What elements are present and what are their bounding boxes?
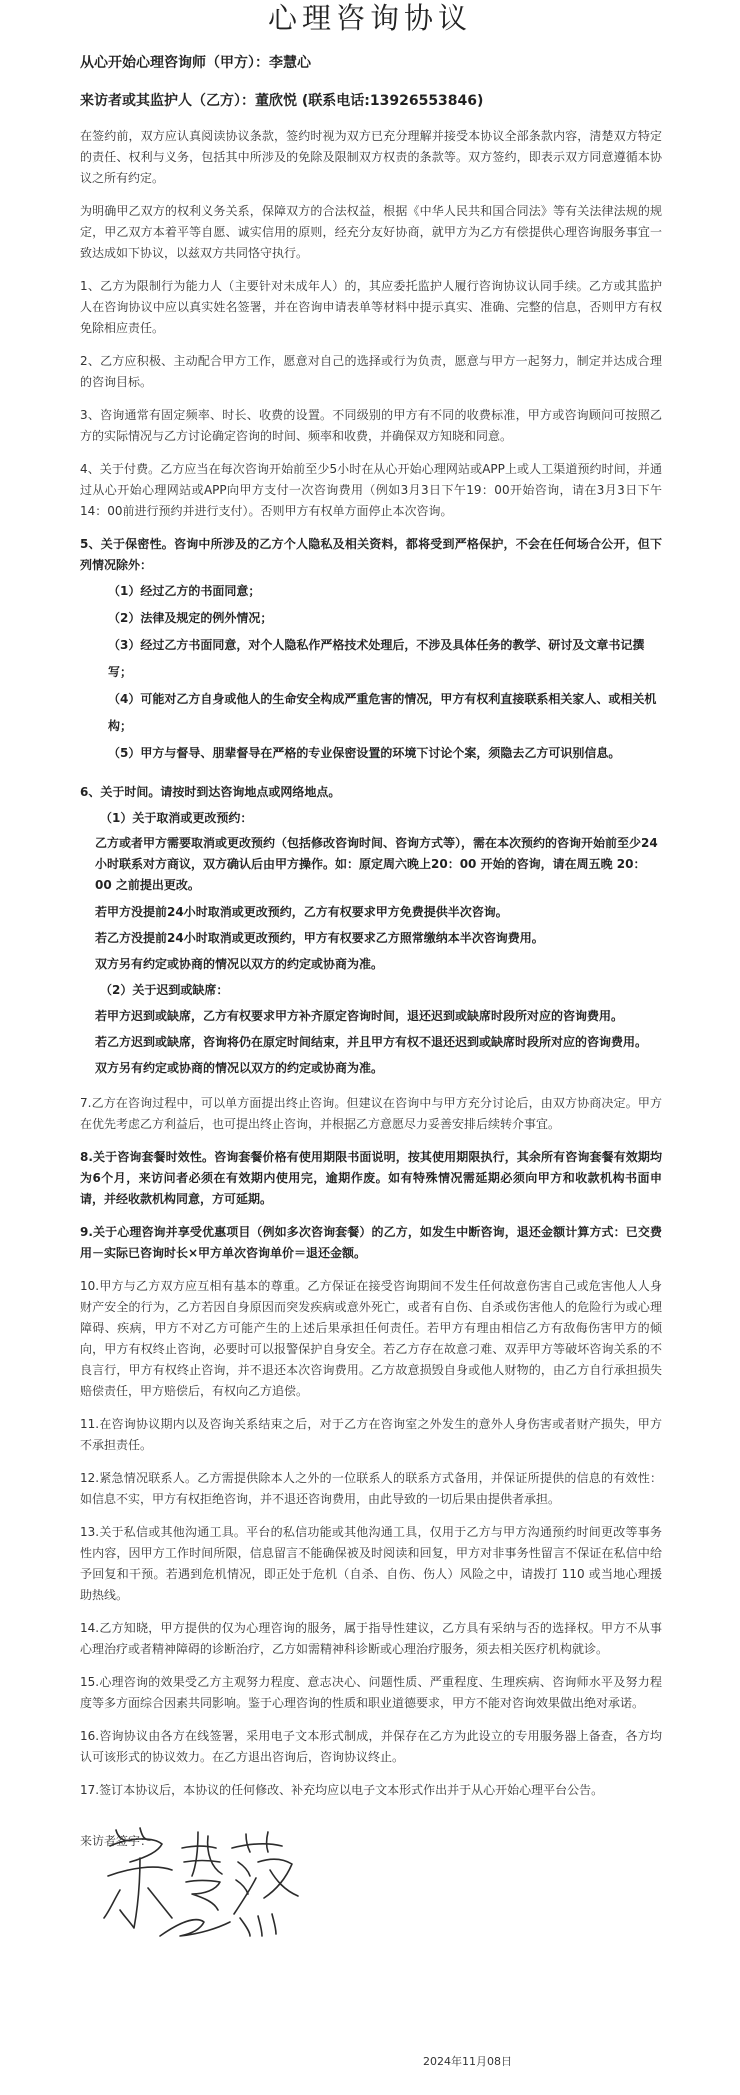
clause-17: 17.签订本协议后，本协议的任何修改、补充均应以电子文本形式作出并于从心开始心理平台公告。 (80, 1783, 604, 1797)
party-a: 从心开始心理咨询师（甲方）：李慧心 (80, 55, 311, 71)
clause-6-2-line: 若乙方迟到或缺席，咨询将仍在原定时间结束，并且甲方有权不退还迟到或缺席时段所对应的咨询费用。 (95, 1035, 648, 1049)
clause-6: 6、关于时间。请按时到达咨询地点或网络地点。 (80, 785, 341, 799)
signature-label: 来访者签字： (80, 1834, 153, 1848)
clause-13: 13.关于私信或其他沟通工具。平台的私信功能或其他沟通工具，仅用于乙方与甲方沟通预约时间更改等事务性内容，因甲方工作时间所限，信息留言不能确保被及时阅读和回复，甲方对非事务性留言不保证在私信中给予回复和干预。若遇到危机情况，即正处于危机（自杀、自伤、伤人）风险之中，请拨打 110 或当地心理援助热线。 (80, 1525, 662, 1602)
clause-5-item: （3）经过乙方书面同意，对个人隐私作严格技术处理后，不涉及具体任务的教学、研讨及文章书记撰写； (108, 638, 645, 679)
clause-6-2-line: 若甲方迟到或缺席，乙方有权要求甲方补齐原定咨询时间，退还迟到或缺席时段所对应的咨询费用。 (95, 1009, 624, 1023)
clause-5-item: （2）法律及规定的例外情况； (108, 611, 273, 625)
clause-3: 3、咨询通常有固定频率、时长、收费的设置。不同级别的甲方有不同的收费标准，甲方或咨询顾问可按照乙方的实际情况与乙方讨论确定咨询的时间、频率和收费，并确保双方知晓和同意。 (80, 408, 662, 443)
clause-5: 5、关于保密性。咨询中所涉及的乙方个人隐私及相关资料，都将受到严格保护，不会在任何场合公开，但下列情况除外： (80, 537, 662, 572)
signature-date: 2024年11月08日 (423, 2055, 512, 2068)
clause-6-1-text: 乙方或者甲方需要取消或更改预约（包括修改咨询时间、咨询方式等），需在本次预约的咨询开始前至少24小时联系对方商议，双方确认后由甲方操作。如：原定周六晚上20：00 开始的咨询，请在周五晚 20：00 之前提出更改。 (95, 836, 658, 892)
clause-6-1-line: 若乙方没提前24小时取消或更改预约，甲方有权要求乙方照常缴纳本半次咨询费用。 (95, 931, 544, 945)
intro-paragraph-1: 在签约前，双方应认真阅读协议条款，签约时视为双方已充分理解并接受本协议全部条款内容，清楚双方特定的责任、权利与义务，包括其中所涉及的免除及限制双方权责的条款等。双方签约，即表示双方同意遵循本协议之所有约定。 (80, 129, 662, 185)
clause-5-item: （1）经过乙方的书面同意； (108, 584, 261, 598)
clause-14: 14.乙方知晓，甲方提供的仅为心理咨询的服务，属于指导性建议，乙方具有采纳与否的选择权。甲方不从事心理治疗或者精神障碍的诊断治疗，乙方如需精神科诊断或心理治疗服务，须去相关医疗机构就诊。 (80, 1621, 662, 1656)
clause-9: 9.关于心理咨询并享受优惠项目（例如多次咨询套餐）的乙方，如发生中断咨询，退还金额计算方式：已交费用－实际已咨询时长×甲方单次咨询单价＝退还金额。 (80, 1225, 662, 1260)
agreement-body (80, 52, 662, 1852)
clause-8: 8.关于咨询套餐时效性。咨询套餐价格有使用期限书面说明，按其使用期限执行，其余所有咨询套餐有效期均为6个月，来访问者必须在有效期内使用完，逾期作废。如有特殊情况需延期必须向甲方和收款机构书面申请，并经收款机构同意，方可延期。 (80, 1150, 662, 1206)
clause-6-1-heading: （1）关于取消或更改预约： (100, 811, 253, 825)
clause-10: 10.甲方与乙方双方应互相有基本的尊重。乙方保证在接受咨询期间不发生任何故意伤害自己或危害他人人身财产安全的行为，乙方若因自身原因而突发疾病或意外死亡，或者有自伤、自杀或伤害他人的危险行为或心理障碍、疾病，甲方不对乙方可能产生的上述后果承担任何责任。若甲方有理由相信乙方有敌侮伤害甲方的倾向，甲方有权终止咨询，必要时可以报警保护自身安全。若乙方存在故意刁难、双弄甲方等破坏咨询关系的不良言行，甲方有权终止咨询，并不退还本次咨询费用。乙方故意损毁自身或他人财物的，由乙方自行承担损失赔偿责任，甲方赔偿后，有权向乙方追偿。 (80, 1279, 662, 1398)
clause-6-group (80, 779, 662, 1081)
clause-6-1-line: 双方另有约定或协商的情况以双方的约定或协商为准。 (95, 957, 384, 971)
clause-12: 12.紧急情况联系人。乙方需提供除本人之外的一位联系人的联系方式备用，并保证所提供的信息的有效性：如信息不实，甲方有权拒绝咨询，并不退还咨询费用，由此导致的一切后果由提供者承担。 (80, 1471, 662, 1506)
clause-15: 15.心理咨询的效果受乙方主观努力程度、意志决心、问题性质、严重程度、生理疾病、咨询师水平及努力程度等多方面综合因素共同影响。鉴于心理咨询的性质和职业道德要求，甲方不能对咨询效果做出绝对承诺。 (80, 1675, 662, 1710)
clause-7: 7.乙方在咨询过程中，可以单方面提出终止咨询。但建议在咨询中与甲方充分讨论后，由双方协商决定。甲方在优先考虑乙方利益后，也可提出终止咨询，并根据乙方意愿尽力妥善安排后续转介事宜。 (80, 1096, 662, 1131)
document-title: 心理咨询协议 (267, 1, 472, 35)
clause-1: 1、乙方为限制行为能力人（主要针对未成年人）的，其应委托监护人履行咨询协议认同手续。乙方或其监护人在咨询协议中应以真实姓名签署，并在咨询申请表单等材料中提示真实、准确、完整的信息，否则甲方有权免除相应责任。 (80, 279, 662, 335)
clause-4: 4、关于付费。乙方应当在每次咨询开始前至少5小时在从心开始心理网站或APP上或人工渠道预约时间，并通过从心开始心理网站或APP向甲方支付一次咨询费用（例如3月3日下午19：00开始咨询，请在3月3日下午14：00前进行预约并进行支付）。否则甲方有权单方面停止本次咨询。 (80, 462, 662, 518)
clause-16: 16.咨询协议由各方在线签署，采用电子文本形式制成，并保存在乙方为此设立的专用服务器上备查，各方均认可该形式的协议效力。在乙方退出咨询后，咨询协议终止。 (80, 1729, 662, 1764)
clause-6-2-heading: （2）关于迟到或缺席： (100, 983, 229, 997)
clause-6-2-line: 双方另有约定或协商的情况以双方的约定或协商为准。 (95, 1061, 384, 1075)
clause-11: 11.在咨询协议期内以及咨询关系结束之后，对于乙方在咨询室之外发生的意外人身伤害或者财产损失，甲方不承担责任。 (80, 1417, 662, 1452)
handwritten-signature (100, 1818, 340, 1948)
clause-2: 2、乙方应积极、主动配合甲方工作，愿意对自己的选择或行为负责，愿意与甲方一起努力，制定并达成合理的咨询目标。 (80, 354, 662, 389)
clause-6-1-line: 若甲方没提前24小时取消或更改预约，乙方有权要求甲方免费提供半次咨询。 (95, 905, 508, 919)
intro-paragraph-2: 为明确甲乙双方的权利义务关系，保障双方的合法权益，根据《中华人民共和国合同法》等有关法律法规的规定，甲乙双方本着平等自愿、诚实信用的原则，经充分友好协商，就甲方为乙方有偿提供心理咨询服务事宜一致达成如下协议，以兹双方共同恪守执行。 (80, 204, 662, 260)
clause-5-item: （5）甲方与督导、朋辈督导在严格的专业保密设置的环境下讨论个案，须隐去乙方可识别信息。 (108, 746, 621, 760)
party-b: 来访者或其监护人（乙方）：董欣悦 (联系电话:13926553846) (80, 93, 484, 109)
clause-5-group (80, 534, 662, 767)
clause-5-item: （4）可能对乙方自身或他人的生命安全构成严重危害的情况，甲方有权利直接联系相关家人、或相关机构； (108, 692, 657, 733)
